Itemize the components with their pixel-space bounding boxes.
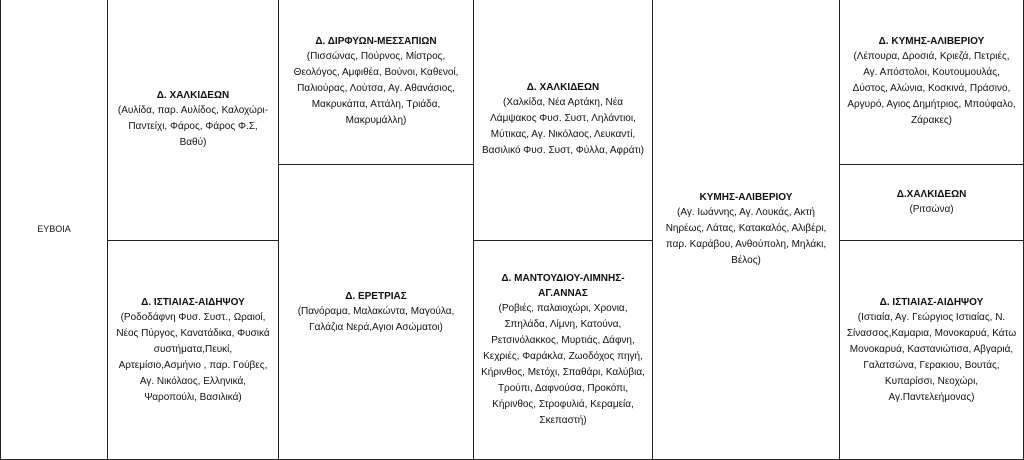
cell-body: (Ιστιαία, Αγ. Γεώργιος Ιστιαίας, Ν. Σίνασσος,Καμαρια, Μονοκαρυά, Κάτω Μονοκαρυά, Καστανιώτισα, Αβγαριά, Γαλατσώνα, Γερακιου, Βουτάς, Κυπαρίσσι, Νεοχώρι, Αγ.Παντελεήμονας) bbox=[846, 311, 1017, 403]
cell-body: (Αυλίδα, παρ. Αυλίδος, Καλοχώρι-Παντείχι, Φάρος, Φάρος Φ.Σ, Βαθύ) bbox=[117, 105, 269, 148]
cell-title: Δ. ΜΑΝΤΟΥΔΙΟΥ-ΛΙΜΝΗΣ-ΑΓ.ΑΝΝΑΣ bbox=[501, 273, 625, 299]
cell-dirfyon bbox=[278, 0, 474, 165]
cell-chalkideon-1 bbox=[107, 0, 279, 241]
cell-body: (Λέπουρα, Δροσιά, Κριεζά, Πετριές, Αγ. Απόστολοι, Κουτουμουλάς, Δύστος, Αλώνια, Κοσκινά, Πράσινο, Αργυρό, Αγιος Δημήτριος, Μπούφαλο, Ζάρακες) bbox=[847, 51, 1016, 126]
cell-kymis-center bbox=[652, 0, 840, 460]
cell-title: ΚΥΜΗΣ-ΑΛΙΒΕΡΙΟΥ bbox=[699, 191, 793, 203]
cell-chalkideon-2 bbox=[473, 0, 653, 241]
cell-body: (Χαλκίδα, Νέα Αρτάκη, Νέα Λάμψακος Φυσ. Συστ, Ληλάντιοι, Μύτικας, Αγ. Νικόλαος, Λευκαντί, Βασιλικό Φυσ. Συστ, Φύλλα, Αφράτι) bbox=[482, 97, 644, 156]
cell-kymis-right bbox=[839, 0, 1024, 165]
cell-istiaias-1 bbox=[107, 240, 279, 460]
cell-title: Δ.ΧΑΛΚΙΔΕΩΝ bbox=[896, 189, 967, 200]
region-label: ΕΥΒΟΙΑ bbox=[37, 224, 71, 234]
cell-body: (Ροβιές, παλαιοχώρι, Χρονια, Σπηλάδα, Λίμνη, Κατούνα, Ρετσινόλακκος, Μυρτιάς, Δάφνη, Κεχριές, Φαράκλα, Ζωοδόχος πηγή, Κήρινθος, Μετόχι, Σπαθάρι, Καλύβια, Τρούπι, Δαφνούσα, Προκόπι, Κήρινθος, Στροφυλιά, Κεραμεία, Σκεπαστή) bbox=[481, 303, 645, 426]
cell-title: Δ. ΙΣΤΙΑΙΑΣ-ΑΙΔΗΨΟΥ bbox=[879, 296, 984, 308]
cell-body: (Ριτσώνα) bbox=[909, 204, 954, 215]
cell-body: (Ροδοδάφνη Φυσ. Συστ., Ωραιοί, Νέος Πύργος, Κανατάδικα, Φυσικά συστήματα,Πευκί, Αρτεμίσιο,Ασμήνιο , παρ. Γούβες, Αγ. Νικόλαος, Ελληνικά, Ψαροπούλι, Βασιλικά) bbox=[116, 311, 270, 403]
cell-title: Δ. ΧΑΛΚΙΔΕΩΝ bbox=[156, 90, 230, 101]
region-cell bbox=[0, 0, 108, 460]
cell-mantoudiou bbox=[473, 240, 653, 460]
cell-title: Δ. ΔΙΡΦΥΩΝ-ΜΕΣΣΑΠΙΩΝ bbox=[315, 36, 437, 47]
cell-body: (Πισσώνας, Πούρνος, Μίστρος, Θεολόγος, Αμφιθέα, Βούνοι, Καθενοί, Παλιούρας, Λούτσα, Αγ. Αθανάσιος, Μακρυκάπα, Αττάλη, Τριάδα, Μακρυμάλλη) bbox=[293, 51, 459, 126]
cell-istiaias-2 bbox=[839, 240, 1024, 460]
cell-body: (Πανόραμα, Μαλακώντα, Μαγούλα, Γαλάζια Νερά,Αγιοι Ασώματοι) bbox=[297, 305, 455, 333]
cell-body: (Αγ. Ιωάννης, Αγ. Λουκάς, Ακτή Νηρέως, Λάτας, Κατακαλός, Αλιβέρι, παρ. Καράβου, Ανθούπολη, Μηλάκι, Βέλος) bbox=[665, 206, 827, 266]
cell-title: Δ. ΙΣΤΙΑΙΑΣ-ΑΙΔΗΨΟΥ bbox=[141, 296, 245, 308]
cell-ritsona bbox=[839, 164, 1024, 241]
cell-title: Δ. ΕΡΕΤΡΙΑΣ bbox=[345, 290, 407, 302]
cell-title: Δ. ΚΥΜΗΣ-ΑΛΙΒΕΡΙΟΥ bbox=[878, 36, 985, 47]
cell-eretrias bbox=[278, 164, 474, 460]
cell-title: Δ. ΧΑΛΚΙΔΕΩΝ bbox=[526, 82, 600, 93]
